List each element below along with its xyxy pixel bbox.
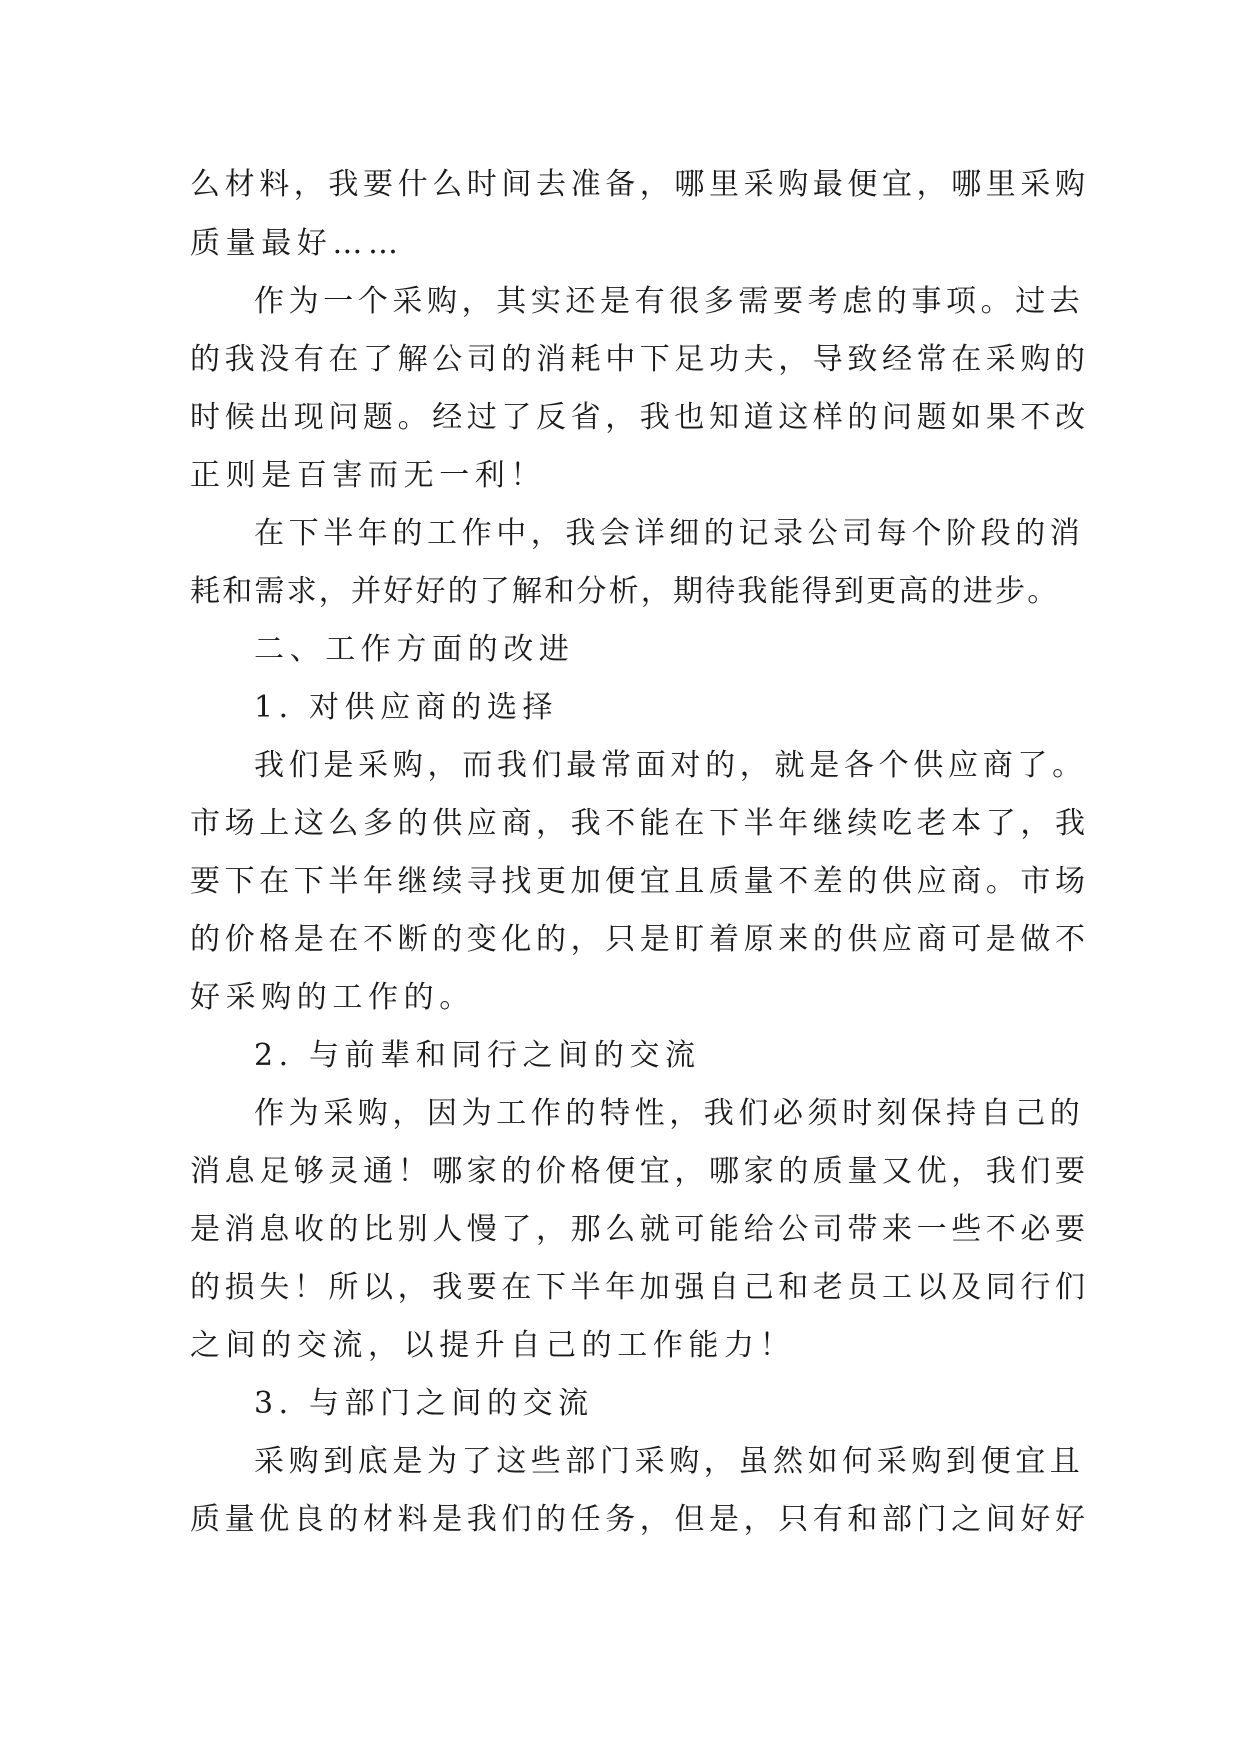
text-line: 质量优良的材料是我们的任务，但是，只有和部门之间好好 bbox=[190, 1502, 1090, 1537]
text-line: 正则是百害而无一利！ bbox=[190, 458, 546, 493]
text-line: 的价格是在不断的变化的，只是盯着原来的供应商可是做不 bbox=[190, 922, 1090, 957]
subsection-heading: 3. 与部门之间的交流 bbox=[254, 1386, 594, 1421]
text-line: 是消息收的比别人慢了，那么就可能给公司带来一些不必要 bbox=[190, 1212, 1090, 1247]
paragraph-first-line: 作为一个采购，其实还是有很多需要考虑的事项。过去 bbox=[254, 284, 1085, 319]
text-line: 的我没有在了解公司的消耗中下足功夫，导致经常在采购的 bbox=[190, 342, 1090, 377]
text-line: 要下在下半年继续寻找更加便宜且质量不差的供应商。市场 bbox=[190, 864, 1090, 899]
text-line: 好采购的工作的。 bbox=[190, 980, 475, 1015]
text-line: 么材料，我要什么时间去准备，哪里采购最便宜，哪里采购 bbox=[190, 167, 1090, 202]
text-line: 时候出现问题。经过了反省，我也知道这样的问题如果不改 bbox=[190, 400, 1090, 435]
section-heading: 二、工作方面的改进 bbox=[254, 632, 575, 667]
paragraph-first-line: 我们是采购，而我们最常面对的，就是各个供应商了。 bbox=[254, 748, 1087, 783]
subsection-heading: 2. 与前辈和同行之间的交流 bbox=[254, 1038, 701, 1073]
text-line: 的损失！所以，我要在下半年加强自己和老员工以及同行们 bbox=[190, 1270, 1090, 1305]
paragraph-first-line: 作为采购，因为工作的特性，我们必须时刻保持自己的 bbox=[254, 1096, 1085, 1131]
text-line: 耗和需求，并好好的了解和分析，期待我能得到更高的进步。 bbox=[190, 574, 1060, 609]
subsection-heading: 1. 对供应商的选择 bbox=[254, 690, 559, 725]
text-line: 消息足够灵通！哪家的价格便宜，哪家的质量又优，我们要 bbox=[190, 1154, 1090, 1189]
paragraph-first-line: 采购到底是为了这些部门采购，虽然如何采购到便宜且 bbox=[254, 1444, 1085, 1479]
paragraph-first-line: 在下半年的工作中，我会详细的记录公司每个阶段的消 bbox=[254, 516, 1085, 551]
text-line: 之间的交流，以提升自己的工作能力！ bbox=[190, 1328, 796, 1363]
text-line: 市场上这么多的供应商，我不能在下半年继续吃老本了，我 bbox=[190, 806, 1090, 841]
text-line: 质量最好…… bbox=[190, 226, 404, 261]
